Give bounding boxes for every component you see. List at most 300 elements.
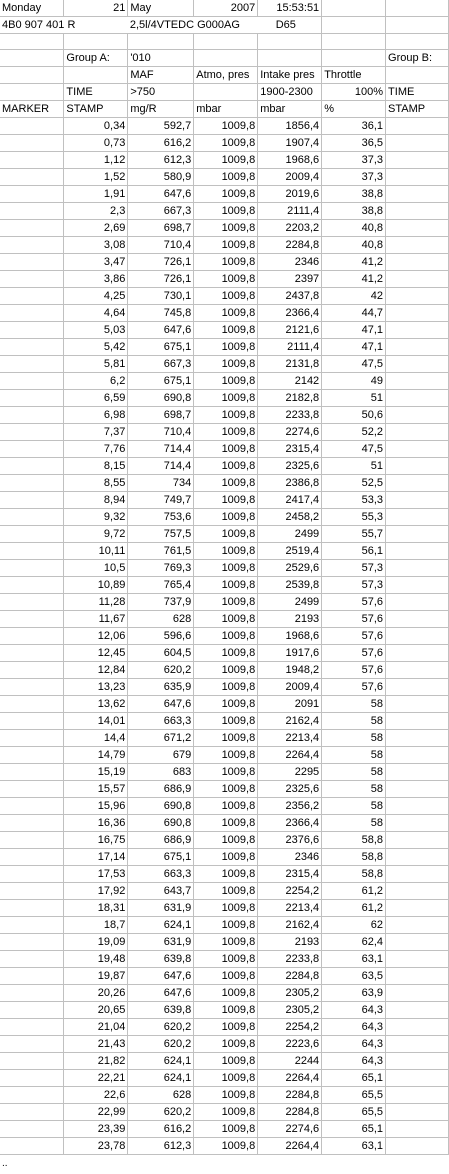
cell-throttle-value[interactable]: 64,3 <box>322 1036 386 1053</box>
cell-empty[interactable] <box>386 1104 449 1121</box>
cell-atmo-value[interactable]: 1009,8 <box>194 662 258 679</box>
cell-atmo-value[interactable]: 1009,8 <box>194 543 258 560</box>
cell-marker[interactable] <box>0 322 64 339</box>
cell-throttle-value[interactable]: 40,8 <box>322 220 386 237</box>
cell-time-stamp[interactable]: 22,21 <box>64 1070 128 1087</box>
cell-atmo-value[interactable]: 1009,8 <box>194 254 258 271</box>
cell-intake-value[interactable]: 2305,2 <box>258 1002 322 1019</box>
cell-atmo-value[interactable]: 1009,8 <box>194 815 258 832</box>
cell-throttle-value[interactable]: 37,3 <box>322 152 386 169</box>
cell-atmo-value[interactable]: 1009,8 <box>194 628 258 645</box>
cell-throttle-unit[interactable]: % <box>322 101 386 118</box>
cell-throttle-value[interactable]: 38,8 <box>322 186 386 203</box>
cell-empty[interactable] <box>386 1002 449 1019</box>
cell-intake-value[interactable]: 2111,4 <box>258 339 322 356</box>
cell-maf-value[interactable]: 635,9 <box>128 679 194 696</box>
cell-empty[interactable] <box>0 50 64 67</box>
cell-intake-value[interactable]: 2499 <box>258 594 322 611</box>
cell-time-stamp[interactable]: 12,84 <box>64 662 128 679</box>
cell-throttle-value[interactable]: 57,6 <box>322 662 386 679</box>
cell-time-stamp[interactable]: 5,81 <box>64 356 128 373</box>
cell-intake-value[interactable]: 2213,4 <box>258 730 322 747</box>
cell-time-stamp[interactable]: 1,91 <box>64 186 128 203</box>
cell-engine-code[interactable]: 2,5l/4VTEDC G000AG <box>128 17 258 34</box>
cell-throttle-value[interactable]: 57,3 <box>322 560 386 577</box>
cell-maf-value[interactable]: 639,8 <box>128 1002 194 1019</box>
cell-stamp-header-a[interactable]: STAMP <box>64 101 128 118</box>
cell-throttle-value[interactable]: 42 <box>322 288 386 305</box>
cell-software-version[interactable]: D65 <box>258 17 322 34</box>
cell-time-stamp[interactable]: 17,53 <box>64 866 128 883</box>
cell-maf-value[interactable]: 690,8 <box>128 815 194 832</box>
cell-marker[interactable] <box>0 220 64 237</box>
cell-maf-value[interactable]: 679 <box>128 747 194 764</box>
cell-marker[interactable] <box>0 577 64 594</box>
cell-time-stamp[interactable]: 18,7 <box>64 917 128 934</box>
cell-atmo-value[interactable]: 1009,8 <box>194 832 258 849</box>
cell-atmo-value[interactable]: 1009,8 <box>194 798 258 815</box>
cell-group-a-number[interactable]: '010 <box>128 50 194 67</box>
cell-marker[interactable] <box>0 1036 64 1053</box>
cell-maf-value[interactable]: 714,4 <box>128 458 194 475</box>
cell-intake-value[interactable]: 2417,4 <box>258 492 322 509</box>
cell-atmo-value[interactable]: 1009,8 <box>194 356 258 373</box>
cell-marker[interactable] <box>0 883 64 900</box>
cell-marker[interactable] <box>0 356 64 373</box>
cell-empty[interactable] <box>386 186 449 203</box>
cell-empty[interactable] <box>386 305 449 322</box>
cell-empty[interactable] <box>386 118 449 135</box>
cell-throttle-label[interactable]: Throttle <box>322 67 386 84</box>
cell-time-stamp[interactable]: 14,01 <box>64 713 128 730</box>
cell-throttle-value[interactable]: 64,3 <box>322 1002 386 1019</box>
cell-empty[interactable] <box>386 985 449 1002</box>
cell-atmo-value[interactable]: 1009,8 <box>194 764 258 781</box>
cell-throttle-value[interactable]: 36,5 <box>322 135 386 152</box>
cell-time-stamp[interactable]: 6,98 <box>64 407 128 424</box>
cell-time-stamp[interactable]: 21,04 <box>64 1019 128 1036</box>
cell-empty[interactable] <box>386 0 449 17</box>
cell-empty[interactable] <box>0 84 64 101</box>
cell-atmo-value[interactable]: 1009,8 <box>194 475 258 492</box>
cell-time-stamp[interactable]: 4,64 <box>64 305 128 322</box>
cell-marker[interactable] <box>0 594 64 611</box>
cell-intake-value[interactable]: 2315,4 <box>258 441 322 458</box>
cell-maf-value[interactable]: 769,3 <box>128 560 194 577</box>
cell-throttle-value[interactable]: 62 <box>322 917 386 934</box>
cell-throttle-value[interactable]: 47,5 <box>322 356 386 373</box>
cell-throttle-value[interactable]: 64,3 <box>322 1019 386 1036</box>
cell-throttle-value[interactable]: 63,5 <box>322 968 386 985</box>
cell-maf-value[interactable]: 667,3 <box>128 203 194 220</box>
cell-maf-unit[interactable]: mg/R <box>128 101 194 118</box>
cell-atmo-value[interactable]: 1009,8 <box>194 1121 258 1138</box>
cell-atmo-value[interactable]: 1009,8 <box>194 934 258 951</box>
cell-maf-value[interactable]: 710,4 <box>128 237 194 254</box>
cell-marker[interactable] <box>0 1019 64 1036</box>
cell-maf-value[interactable]: 612,3 <box>128 1138 194 1155</box>
cell-atmo-unit[interactable]: mbar <box>194 101 258 118</box>
cell-empty[interactable] <box>386 798 449 815</box>
cell-maf-value[interactable]: 612,3 <box>128 152 194 169</box>
cell-throttle-value[interactable]: 47,5 <box>322 441 386 458</box>
cell-maf-value[interactable]: 726,1 <box>128 271 194 288</box>
cell-maf-value[interactable]: 710,4 <box>128 424 194 441</box>
cell-empty[interactable] <box>386 1138 449 1155</box>
cell-marker[interactable] <box>0 628 64 645</box>
cell-atmo-value[interactable]: 1009,8 <box>194 968 258 985</box>
cell-maf-value[interactable]: 620,2 <box>128 1019 194 1036</box>
cell-empty[interactable] <box>258 34 322 50</box>
cell-intake-value[interactable]: 2254,2 <box>258 1019 322 1036</box>
cell-empty[interactable] <box>194 34 258 50</box>
cell-intake-spec[interactable]: 1900-2300 <box>258 84 322 101</box>
cell-intake-value[interactable]: 2162,4 <box>258 713 322 730</box>
cell-intake-value[interactable]: 2458,2 <box>258 509 322 526</box>
cell-maf-value[interactable]: 624,1 <box>128 1070 194 1087</box>
cell-atmo-value[interactable]: 1009,8 <box>194 424 258 441</box>
cell-time-stamp[interactable]: 13,62 <box>64 696 128 713</box>
cell-throttle-value[interactable]: 58,8 <box>322 866 386 883</box>
cell-marker[interactable] <box>0 254 64 271</box>
cell-marker[interactable] <box>0 798 64 815</box>
cell-throttle-spec[interactable]: 100% <box>322 84 386 101</box>
cell-throttle-value[interactable]: 58 <box>322 815 386 832</box>
cell-marker[interactable] <box>0 169 64 186</box>
cell-empty[interactable] <box>386 1053 449 1070</box>
cell-maf-value[interactable]: 690,8 <box>128 798 194 815</box>
cell-empty[interactable] <box>258 50 322 67</box>
cell-empty[interactable] <box>386 1121 449 1138</box>
cell-time-stamp[interactable]: 2,3 <box>64 203 128 220</box>
cell-intake-value[interactable]: 2346 <box>258 254 322 271</box>
cell-maf-value[interactable]: 745,8 <box>128 305 194 322</box>
cell-throttle-value[interactable]: 41,2 <box>322 271 386 288</box>
cell-time-stamp[interactable]: 8,94 <box>64 492 128 509</box>
cell-throttle-value[interactable]: 58 <box>322 781 386 798</box>
cell-maf-value[interactable]: 753,6 <box>128 509 194 526</box>
cell-atmo-value[interactable]: 1009,8 <box>194 781 258 798</box>
cell-marker[interactable] <box>0 1002 64 1019</box>
cell-marker[interactable] <box>0 152 64 169</box>
cell-intake-value[interactable]: 2233,8 <box>258 407 322 424</box>
cell-atmo-value[interactable]: 1009,8 <box>194 322 258 339</box>
cell-marker[interactable] <box>0 968 64 985</box>
cell-time-stamp[interactable]: 6,2 <box>64 373 128 390</box>
cell-throttle-value[interactable]: 51 <box>322 390 386 407</box>
cell-empty[interactable] <box>386 832 449 849</box>
cell-maf-value[interactable]: 726,1 <box>128 254 194 271</box>
cell-month[interactable]: May <box>128 0 194 17</box>
cell-atmo-value[interactable]: 1009,8 <box>194 220 258 237</box>
cell-empty[interactable] <box>386 866 449 883</box>
cell-empty[interactable] <box>386 560 449 577</box>
cell-marker[interactable] <box>0 781 64 798</box>
cell-marker[interactable] <box>0 390 64 407</box>
cell-intake-unit[interactable]: mbar <box>258 101 322 118</box>
cell-empty[interactable] <box>386 288 449 305</box>
cell-time-stamp[interactable]: 1,12 <box>64 152 128 169</box>
cell-throttle-value[interactable]: 56,1 <box>322 543 386 560</box>
cell-time-stamp[interactable]: 0,34 <box>64 118 128 135</box>
cell-marker[interactable] <box>0 424 64 441</box>
cell-maf-value[interactable]: 647,6 <box>128 186 194 203</box>
cell-marker[interactable] <box>0 679 64 696</box>
cell-intake-value[interactable]: 2162,4 <box>258 917 322 934</box>
cell-marker[interactable] <box>0 1104 64 1121</box>
cell-empty[interactable] <box>0 34 64 50</box>
cell-maf-value[interactable]: 643,7 <box>128 883 194 900</box>
cell-time-stamp[interactable]: 19,87 <box>64 968 128 985</box>
cell-throttle-value[interactable]: 49 <box>322 373 386 390</box>
cell-intake-value[interactable]: 1948,2 <box>258 662 322 679</box>
cell-time-stamp[interactable]: 15,57 <box>64 781 128 798</box>
cell-atmo-value[interactable]: 1009,8 <box>194 237 258 254</box>
cell-marker[interactable] <box>0 696 64 713</box>
cell-maf-value[interactable]: 734 <box>128 475 194 492</box>
cell-marker[interactable] <box>0 288 64 305</box>
cell-maf-value[interactable]: 737,9 <box>128 594 194 611</box>
cell-intake-value[interactable]: 2284,8 <box>258 1087 322 1104</box>
cell-intake-value[interactable]: 2356,2 <box>258 798 322 815</box>
cell-marker[interactable] <box>0 373 64 390</box>
cell-atmo-value[interactable]: 1009,8 <box>194 169 258 186</box>
cell-maf-value[interactable]: 620,2 <box>128 1036 194 1053</box>
cell-time-stamp[interactable]: 15,19 <box>64 764 128 781</box>
cell-marker[interactable] <box>0 662 64 679</box>
cell-intake-value[interactable]: 2529,6 <box>258 560 322 577</box>
cell-maf-value[interactable]: 596,6 <box>128 628 194 645</box>
cell-time-stamp[interactable]: 10,89 <box>64 577 128 594</box>
cell-time-stamp[interactable]: 19,48 <box>64 951 128 968</box>
cell-empty[interactable] <box>386 662 449 679</box>
cell-empty[interactable] <box>386 356 449 373</box>
cell-time-stamp[interactable]: 3,47 <box>64 254 128 271</box>
cell-maf-value[interactable]: 639,8 <box>128 951 194 968</box>
cell-atmo-value[interactable]: 1009,8 <box>194 577 258 594</box>
cell-intake-value[interactable]: 2346 <box>258 849 322 866</box>
cell-time-stamp[interactable]: 12,06 <box>64 628 128 645</box>
cell-atmo-value[interactable]: 1009,8 <box>194 747 258 764</box>
cell-intake-value[interactable]: 2274,6 <box>258 424 322 441</box>
cell-empty[interactable] <box>386 67 449 84</box>
cell-maf-value[interactable]: 580,9 <box>128 169 194 186</box>
cell-empty[interactable] <box>386 1019 449 1036</box>
cell-throttle-value[interactable]: 47,1 <box>322 322 386 339</box>
cell-throttle-value[interactable]: 58,8 <box>322 832 386 849</box>
cell-marker[interactable] <box>0 951 64 968</box>
cell-empty[interactable] <box>386 509 449 526</box>
cell-throttle-value[interactable]: 44,7 <box>322 305 386 322</box>
cell-empty[interactable] <box>386 543 449 560</box>
cell-empty[interactable] <box>386 849 449 866</box>
cell-marker[interactable] <box>0 611 64 628</box>
cell-marker-header[interactable]: MARKER <box>0 101 64 118</box>
cell-time-stamp[interactable]: 8,55 <box>64 475 128 492</box>
cell-time-stamp[interactable]: 4,25 <box>64 288 128 305</box>
cell-intake-label[interactable]: Intake pres <box>258 67 322 84</box>
cell-atmo-value[interactable]: 1009,8 <box>194 1070 258 1087</box>
cell-atmo-value[interactable]: 1009,8 <box>194 271 258 288</box>
cell-maf-value[interactable]: 690,8 <box>128 390 194 407</box>
cell-atmo-value[interactable]: 1009,8 <box>194 849 258 866</box>
cell-throttle-value[interactable]: 62,4 <box>322 934 386 951</box>
cell-marker[interactable] <box>0 271 64 288</box>
cell-atmo-value[interactable]: 1009,8 <box>194 1002 258 1019</box>
cell-maf-spec[interactable]: >750 <box>128 84 194 101</box>
cell-maf-value[interactable]: 686,9 <box>128 832 194 849</box>
cell-maf-value[interactable]: 671,2 <box>128 730 194 747</box>
cell-throttle-value[interactable]: 57,6 <box>322 645 386 662</box>
cell-maf-value[interactable]: 749,7 <box>128 492 194 509</box>
cell-marker[interactable] <box>0 186 64 203</box>
cell-atmo-value[interactable]: 1009,8 <box>194 373 258 390</box>
cell-maf-value[interactable]: 616,2 <box>128 135 194 152</box>
cell-atmo-value[interactable]: 1009,8 <box>194 458 258 475</box>
cell-throttle-value[interactable]: 53,3 <box>322 492 386 509</box>
cell-atmo-value[interactable]: 1009,8 <box>194 1087 258 1104</box>
cell-time[interactable]: 15:53:51 <box>258 0 322 17</box>
cell-maf-value[interactable]: 761,5 <box>128 543 194 560</box>
cell-throttle-value[interactable]: 36,1 <box>322 118 386 135</box>
cell-empty[interactable] <box>386 458 449 475</box>
cell-throttle-value[interactable]: 41,2 <box>322 254 386 271</box>
cell-empty[interactable] <box>386 611 449 628</box>
cell-time-stamp[interactable]: 22,6 <box>64 1087 128 1104</box>
cell-time-stamp[interactable]: 17,14 <box>64 849 128 866</box>
cell-time-stamp[interactable]: 7,37 <box>64 424 128 441</box>
cell-intake-value[interactable]: 2386,8 <box>258 475 322 492</box>
cell-time-stamp[interactable]: 5,03 <box>64 322 128 339</box>
cell-throttle-value[interactable]: 58 <box>322 730 386 747</box>
cell-time-stamp[interactable]: 0,73 <box>64 135 128 152</box>
cell-intake-value[interactable]: 2233,8 <box>258 951 322 968</box>
cell-atmo-value[interactable]: 1009,8 <box>194 1019 258 1036</box>
cell-empty[interactable] <box>64 34 128 50</box>
cell-throttle-value[interactable]: 57,6 <box>322 628 386 645</box>
cell-intake-value[interactable]: 2142 <box>258 373 322 390</box>
cell-maf-value[interactable]: 675,1 <box>128 849 194 866</box>
cell-maf-value[interactable]: 647,6 <box>128 968 194 985</box>
cell-empty[interactable] <box>386 169 449 186</box>
cell-marker[interactable] <box>0 1087 64 1104</box>
cell-throttle-value[interactable]: 61,2 <box>322 900 386 917</box>
cell-throttle-value[interactable]: 50,6 <box>322 407 386 424</box>
cell-empty[interactable] <box>322 34 386 50</box>
cell-atmo-label[interactable]: Atmo, pres <box>194 67 258 84</box>
cell-maf-value[interactable]: 663,3 <box>128 713 194 730</box>
cell-time-stamp[interactable]: 6,59 <box>64 390 128 407</box>
cell-intake-value[interactable]: 2244 <box>258 1053 322 1070</box>
cell-time-stamp[interactable]: 18,31 <box>64 900 128 917</box>
cell-intake-value[interactable]: 2009,4 <box>258 169 322 186</box>
cell-empty[interactable] <box>386 475 449 492</box>
cell-intake-value[interactable]: 2325,6 <box>258 458 322 475</box>
cell-intake-value[interactable]: 2284,8 <box>258 1104 322 1121</box>
cell-maf-value[interactable]: 675,1 <box>128 373 194 390</box>
cell-atmo-value[interactable]: 1009,8 <box>194 594 258 611</box>
cell-maf-value[interactable]: 686,9 <box>128 781 194 798</box>
cell-intake-value[interactable]: 1968,6 <box>258 628 322 645</box>
cell-intake-value[interactable]: 2539,8 <box>258 577 322 594</box>
cell-time-stamp[interactable]: 17,92 <box>64 883 128 900</box>
cell-time-stamp[interactable]: 3,86 <box>64 271 128 288</box>
cell-marker[interactable] <box>0 645 64 662</box>
cell-time-stamp[interactable]: 11,67 <box>64 611 128 628</box>
cell-marker[interactable] <box>0 1053 64 1070</box>
cell-intake-value[interactable]: 2203,2 <box>258 220 322 237</box>
cell-throttle-value[interactable]: 58 <box>322 696 386 713</box>
cell-throttle-value[interactable]: 51 <box>322 458 386 475</box>
cell-throttle-value[interactable]: 65,1 <box>322 1121 386 1138</box>
cell-empty[interactable] <box>386 220 449 237</box>
cell-empty[interactable] <box>386 34 449 50</box>
cell-time-stamp[interactable]: 7,76 <box>64 441 128 458</box>
cell-atmo-value[interactable]: 1009,8 <box>194 203 258 220</box>
cell-time-stamp[interactable]: 11,28 <box>64 594 128 611</box>
cell-intake-value[interactable]: 2111,4 <box>258 203 322 220</box>
cell-throttle-value[interactable]: 58 <box>322 713 386 730</box>
cell-atmo-value[interactable]: 1009,8 <box>194 713 258 730</box>
cell-atmo-value[interactable]: 1009,8 <box>194 985 258 1002</box>
cell-intake-value[interactable]: 2131,8 <box>258 356 322 373</box>
cell-marker[interactable] <box>0 849 64 866</box>
cell-atmo-value[interactable]: 1009,8 <box>194 883 258 900</box>
cell-stamp-header-b[interactable]: STAMP <box>386 101 449 118</box>
cell-marker[interactable] <box>0 815 64 832</box>
cell-atmo-value[interactable]: 1009,8 <box>194 951 258 968</box>
cell-time-stamp[interactable]: 9,72 <box>64 526 128 543</box>
cell-throttle-value[interactable]: 63,1 <box>322 1138 386 1155</box>
cell-time-stamp[interactable]: 10,5 <box>64 560 128 577</box>
cell-intake-value[interactable]: 1917,6 <box>258 645 322 662</box>
cell-maf-value[interactable]: 604,5 <box>128 645 194 662</box>
cell-atmo-value[interactable]: 1009,8 <box>194 118 258 135</box>
cell-atmo-value[interactable]: 1009,8 <box>194 390 258 407</box>
cell-empty[interactable] <box>386 645 449 662</box>
cell-empty[interactable] <box>386 135 449 152</box>
cell-empty[interactable] <box>386 1036 449 1053</box>
cell-maf-value[interactable]: 616,2 <box>128 1121 194 1138</box>
cell-empty[interactable] <box>386 951 449 968</box>
cell-maf-value[interactable]: 647,6 <box>128 322 194 339</box>
cell-intake-value[interactable]: 1968,6 <box>258 152 322 169</box>
cell-empty[interactable] <box>386 424 449 441</box>
cell-maf-value[interactable]: 631,9 <box>128 900 194 917</box>
cell-empty[interactable] <box>64 67 128 84</box>
cell-marker[interactable] <box>0 458 64 475</box>
cell-intake-value[interactable]: 2274,6 <box>258 1121 322 1138</box>
cell-marker[interactable] <box>0 305 64 322</box>
cell-empty[interactable] <box>386 968 449 985</box>
cell-marker[interactable] <box>0 237 64 254</box>
cell-empty[interactable] <box>386 237 449 254</box>
cell-atmo-value[interactable]: 1009,8 <box>194 866 258 883</box>
cell-empty[interactable] <box>322 17 386 34</box>
cell-intake-value[interactable]: 2091 <box>258 696 322 713</box>
cell-maf-value[interactable]: 663,3 <box>128 866 194 883</box>
cell-marker[interactable] <box>0 475 64 492</box>
cell-maf-value[interactable]: 714,4 <box>128 441 194 458</box>
cell-marker[interactable] <box>0 764 64 781</box>
cell-intake-value[interactable]: 2499 <box>258 526 322 543</box>
cell-marker[interactable] <box>0 509 64 526</box>
cell-throttle-value[interactable]: 58 <box>322 764 386 781</box>
cell-time-stamp[interactable]: 1,52 <box>64 169 128 186</box>
cell-maf-value[interactable]: 667,3 <box>128 356 194 373</box>
cell-time-stamp[interactable]: 19,09 <box>64 934 128 951</box>
cell-marker[interactable] <box>0 747 64 764</box>
